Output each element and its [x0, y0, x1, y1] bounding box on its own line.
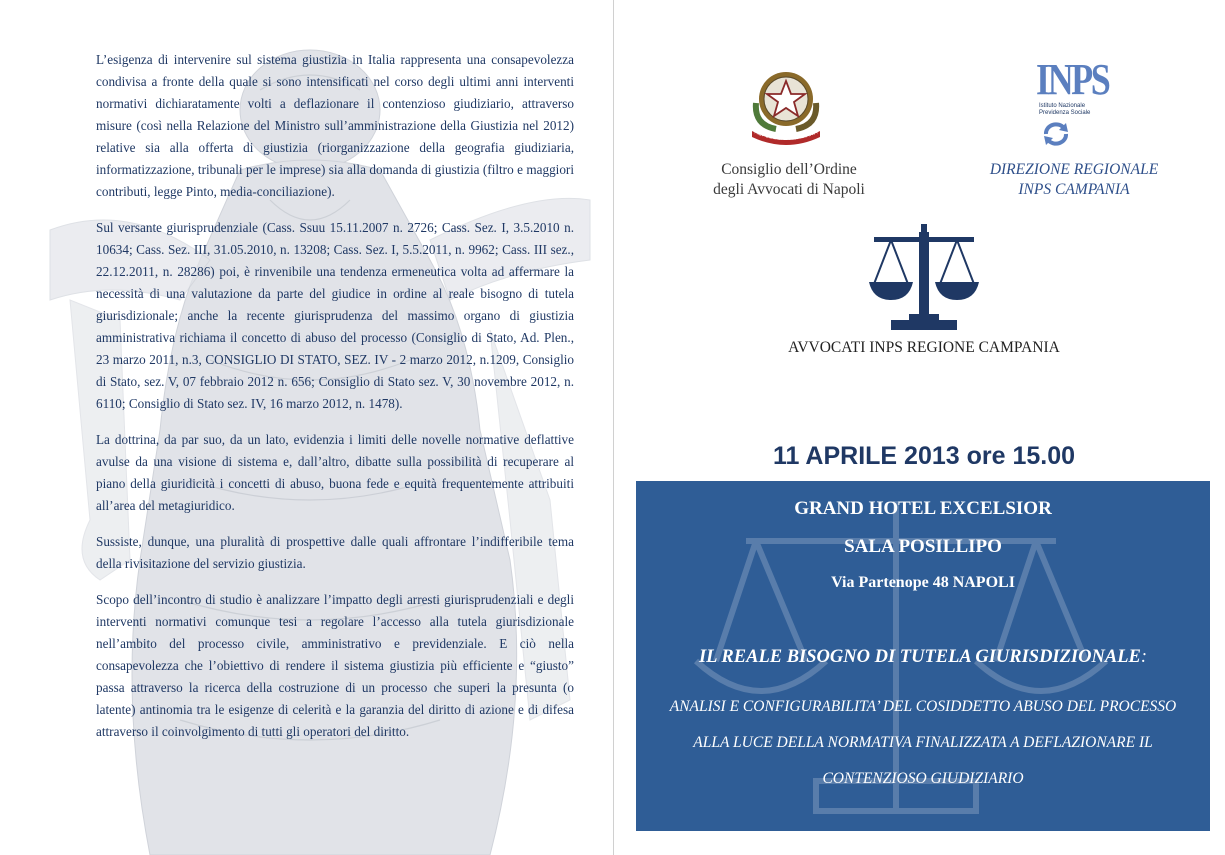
inps-subtitle: Istituto Nazionale Previdenza Sociale [1039, 103, 1091, 116]
consiglio-ordine-label [669, 160, 909, 200]
event-subtitle: ANALISI E CONFIGURABILITA’ DEL COSIDDETTO ABUSO DEL PROCESSO ALLA LUCE DELLA NORMATIVA FINALIZZATA A DEFLAZIONARE IL CONTENZIOSO GIUDIZIARIO [669, 698, 1177, 787]
event-title [636, 647, 1210, 668]
paragraph: La dottrina, da par suo, da un lato, evidenzia i limiti delle novelle normative deflattive avulse da una visione di sistema e, dall’altro, dibatte sulla possibilità di recuperare al piano della giuridicità i concetti di abuso, buona fede e equità frequentemente attribuiti all’area del metagiuridico. [96, 432, 574, 513]
paragraph: Sul versante giurisprudenziale (Cass. Ssuu 15.11.2007 n. 2726; Cass. Sez. I, 3.5.2010 n. 10634; Cass. Sez. III, 31.05.2010, n. 13208; Cass. Sez. I, 5.5.2011, n. 9962; Cass. III sez., 22.12.2011, n. 28286) poi, è rinvenibile una tendenza ermeneutica volta ad affermare la necessità di una valutazione da parte del giudice in ordine al reale bisogno di tutela giurisdizionale; anche la recente giurisprudenza del massimo organo di giustizia amministrativa richiama il concetto di abuso del processo (Consiglio di Stato, Ad. Plen., 23 marzo 2011, n.3, CONSIGLIO DI STATO, SEZ. IV - 2 marzo 2012, n.1209, Consiglio di Stato, sez. V, 07 febbraio 2012 n. 656; Consiglio di Stato sez. V, 30 novembre 2012, n. 6110; Consiglio di Stato sez. IV, 16 marzo 2012, n. 1478). [96, 220, 574, 411]
consiglio-line-2: degli Avvocati di Napoli [713, 181, 865, 198]
venue-address: Via Partenope 48 NAPOLI [831, 574, 1015, 591]
justice-scale-icon [869, 222, 979, 334]
right-panel [614, 0, 1225, 855]
venue-name: GRAND HOTEL EXCELSIOR [794, 498, 1052, 519]
paragraph: Scopo dell’incontro di studio è analizzare l’impatto degli arresti giurisprudenziali e degli interventi normativi comunque tesi a regolare l’accesso alla tutela giurisdizionale nell’ambito del processo civile, amministrativo e previdenziale. E ciò nella consapevolezza che l’obiettivo di rendere il sistema giustizia più efficiente e “giusto” passa attraverso la ricerca della costruzione di un processo che superi la presunta (o latente) antinomia tra le esigenze di celerità e la garanzia del diritto di azione e di difesa attraverso il coinvolgimento di tutti gli operatori del diritto. [96, 592, 574, 739]
event-info-box [636, 481, 1210, 831]
event-date: 11 APRILE 2013 ore 15.00 [772, 442, 1076, 470]
paragraph: Sussiste, dunque, una pluralità di prospettive dalle quali affrontare l’indifferibile tema della rivisitazione del servizio giustizia. [96, 534, 574, 571]
event-title-colon: : [1140, 647, 1148, 667]
direzione-line-1: DIREZIONE REGIONALE [989, 161, 1159, 178]
inps-arrows-icon [1042, 121, 1070, 147]
inps-logo: INPS [1036, 55, 1109, 104]
italian-republic-emblem [746, 63, 826, 145]
avvocati-inps-label: AVVOCATI INPS REGIONE CAMPANIA [788, 339, 1060, 356]
direzione-regionale-label [954, 160, 1194, 200]
emblem-banner-text: REPUBBLICA ITALIANA [753, 129, 819, 143]
consiglio-line-1: Consiglio dell’Ordine [721, 161, 857, 178]
event-title-text: IL REALE BISOGNO DI TUTELA GIURISDIZIONALE [698, 647, 1141, 667]
direzione-line-2: INPS CAMPANIA [1018, 181, 1130, 198]
intro-text [96, 49, 574, 757]
venue-room: SALA POSILLIPO [844, 536, 1002, 557]
paragraph: L’esigenza di intervenire sul sistema giustizia in Italia rappresenta una consapevolezza condivisa a fronte della quale si sono intensificati nel corso degli ultimi anni interventi normativi dichiaratamente volti a deflazionare il contenzioso giudiziario, attraverso misure (così nella Relazione del Ministro sull’amministrazione della Giustizia nel 2012) relative sia alla offerta di giustizia (riorganizzazione della geografia giudiziaria, informatizzazione, tribunali per le imprese) sia alla domanda di giustizia (filtro e maggiori contributi, legge Pinto, media-conciliazione). [96, 52, 574, 199]
